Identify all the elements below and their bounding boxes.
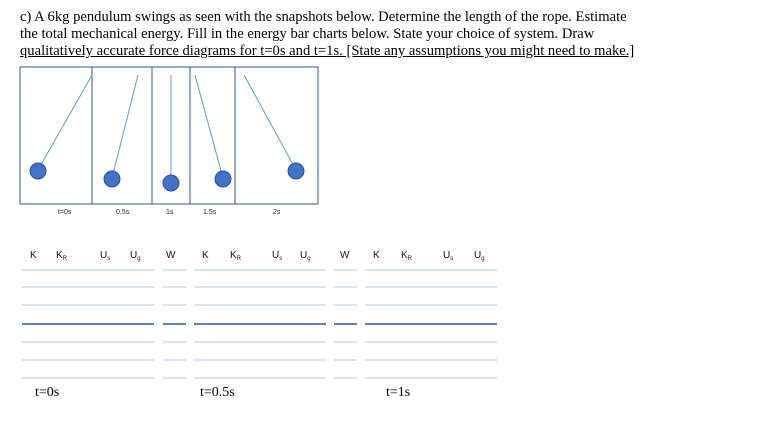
bar-label-us: $U_s$ [100, 250, 111, 262]
snapshot-time-label: 0.5s [116, 209, 130, 216]
snapshot-time-label: 2s [273, 209, 281, 216]
pendulum-bob [104, 171, 120, 187]
bar-label-us: $U_s$ [272, 250, 283, 262]
chart-time-label: t=1s [386, 385, 411, 400]
bar-label-ug: $U_g$ [130, 250, 141, 262]
pendulum-bob [288, 163, 304, 179]
pendulum-rope [195, 75, 223, 178]
bar-label-w: W [166, 250, 176, 261]
pendulum-rope [112, 75, 138, 178]
bar-label-kr: $K_R$ [230, 250, 242, 262]
bar-label-w: W [340, 250, 350, 261]
pendulum-rope [38, 75, 92, 170]
question-line-2: the total mechanical energy. Fill in the energy bar charts below. State your choice of system. Draw [20, 26, 595, 42]
bar-label-ug: $U_g$ [300, 250, 311, 262]
bar-label-k: K [202, 250, 209, 261]
pendulum-snapshots [20, 67, 318, 216]
question-line-3: qualitatively accurate force diagrams for t=0s and t=1s. [State any assumptions you might need to make.] [20, 43, 635, 59]
chart-time-label: t=0s [35, 385, 60, 400]
question-line-1: c) A 6kg pendulum swings as seen with the snapshots below. Determine the length of the rope. Estimate [20, 9, 627, 25]
bar-label-kr: $K_R$ [56, 250, 68, 262]
snapshot-time-label: 1s [166, 209, 174, 216]
bar-label-kr: $K_R$ [401, 250, 413, 262]
snapshot-time-label: t=0s [58, 209, 72, 216]
bar-label-k: K [30, 250, 37, 261]
pendulum-bob [215, 171, 231, 187]
bar-label-ug: $U_g$ [474, 250, 485, 262]
pendulum-rope [244, 75, 296, 170]
energy-bar-charts [22, 250, 497, 400]
chart-time-label: t=0.5s [200, 385, 235, 400]
snapshot-time-label: 1.5s [203, 209, 217, 216]
pendulum-bob [30, 163, 46, 179]
bar-label-us: $U_s$ [443, 250, 454, 262]
pendulum-bob [163, 175, 179, 191]
bar-label-k: K [373, 250, 380, 261]
